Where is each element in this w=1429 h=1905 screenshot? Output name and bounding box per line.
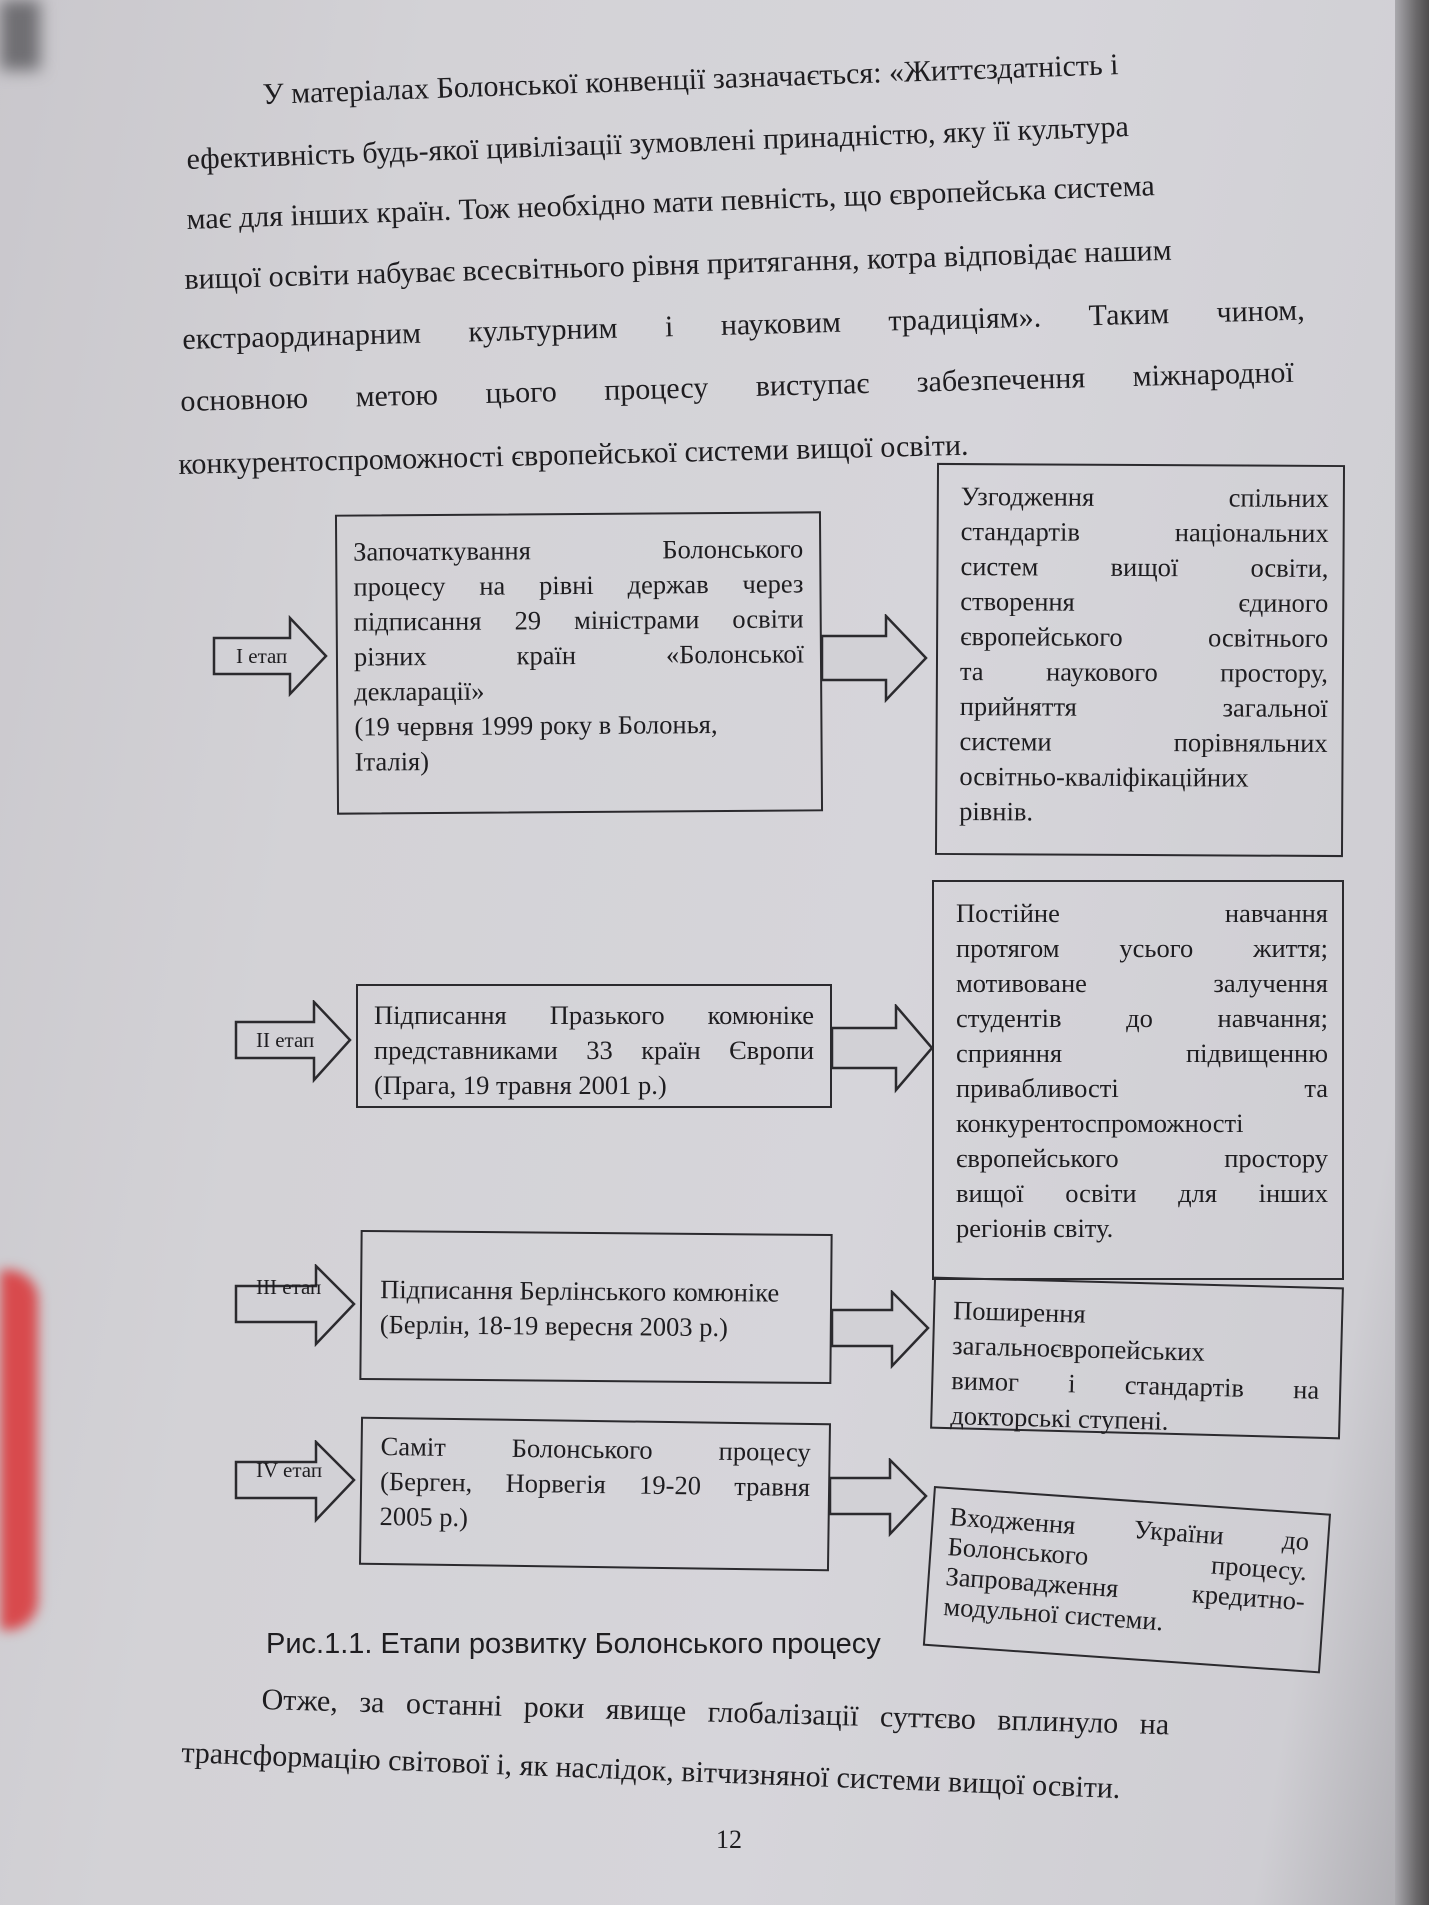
intro-line-3: має для інших країн. Тож необхідно мати певність, що європейська система: [185, 169, 1156, 236]
stage-3-label: III етап: [256, 1275, 322, 1299]
stage-2-result-box: [932, 880, 1344, 1280]
stage-1-result-line: системи порівняльних: [959, 726, 1328, 758]
shadow-corner: [0, 0, 40, 70]
stage-1-result-line: та наукового простору,: [959, 656, 1329, 688]
stage-2-result-line: мотивоване залучення: [956, 968, 1328, 998]
intro-line-5: екстраординарним культурним і науковим традиціям». Таким чином,: [181, 293, 1306, 356]
stage-3-result-arrow: [830, 1290, 932, 1370]
stage-4-result-line: Запровадження кредитно-: [944, 1561, 1306, 1617]
stage-2-event-line: представниками 33 країн Європи: [374, 1035, 814, 1065]
stage-4-result-arrow: [828, 1458, 930, 1538]
stage-4-event-line: Саміт Болонського процесу: [380, 1431, 811, 1468]
stage-1-event-line: (19 червня 1999 року в Болонья,: [354, 709, 718, 742]
figure-caption: Рис.1.1. Етапи розвитку Болонського процесу: [266, 1628, 881, 1660]
stage-4-event-line: 2005 р.): [379, 1500, 469, 1533]
stage-1-result-box: [935, 463, 1345, 857]
stage-4-result-line: Болонського процесу.: [946, 1531, 1309, 1587]
stage-3-result-line: загальноєвропейських: [951, 1330, 1206, 1367]
stage-1-event-line: декларації»: [354, 675, 485, 707]
stage-1-event-line: Започаткування Болонського: [353, 533, 804, 567]
stage-3-result-line: вимог і стандартів на: [950, 1365, 1320, 1405]
stage-4-event-line: (Берген, Норвегія 19-20 травня: [379, 1466, 811, 1503]
stage-2-result-line: студентів до навчання;: [956, 1003, 1328, 1033]
stage-1-event-box: [335, 511, 823, 814]
stage-1-event-line: Італія): [354, 746, 430, 777]
outro-line-1: Отже, за останні роки явище глобалізації суттєво вплинуло на: [261, 1683, 1170, 1742]
stage-3-result-box: [930, 1277, 1344, 1440]
stage-2-event-line: (Прага, 19 травня 2001 р.): [374, 1070, 667, 1100]
stage-3-event-box: [359, 1230, 832, 1384]
stage-1-result-arrow: [820, 614, 932, 704]
stage-1-event-line: підписання 29 міністрами освіти: [353, 603, 804, 637]
stage-1-event-line: процесу на рівні держав через: [353, 568, 804, 602]
stage-2-event-box: [356, 984, 832, 1108]
intro-line-1: У матеріалах Болонської конвенції зазначається: «Життєздатність і: [261, 48, 1119, 111]
stage-1-result-line: стандартів національних: [960, 516, 1329, 548]
stage-2-event-line: Підписання Празького комюніке: [374, 1000, 814, 1030]
stage-2-result-line: привабливості та: [956, 1073, 1328, 1103]
page-number: 12: [716, 1825, 742, 1854]
stage-4-event-box: [359, 1417, 831, 1572]
stage-1-result-line: рівнів.: [959, 796, 1034, 827]
stage-4-label: IV етап: [256, 1458, 323, 1482]
stage-3-result-line: докторські ступені.: [950, 1400, 1169, 1436]
stage-2-result-arrow: [830, 1004, 936, 1094]
stage-1-label: I етап: [236, 644, 288, 668]
stage-1-result-line: створення єдиного: [960, 586, 1329, 618]
intro-line-6: основною метою цього процесу виступає забезпечення міжнародної: [179, 355, 1295, 418]
stage-2-result-line: конкурентоспроможності: [956, 1108, 1244, 1138]
stage-4-result-line: Входження України до: [948, 1501, 1311, 1557]
stage-2-label: II етап: [256, 1028, 315, 1052]
intro-line-7: конкурентоспроможності європейської системи вищої освіти.: [177, 428, 969, 481]
outro-line-2: трансформацію світової і, як наслідок, вітчизняної системи вищої освіти.: [180, 1736, 1122, 1806]
stage-4-result-line: модульної системи.: [942, 1591, 1165, 1637]
stage-1-result-line: Узгодження спільних: [960, 481, 1329, 513]
stage-2-result-line: Постійне навчання: [956, 898, 1328, 928]
stage-2-result-line: регіонів світу.: [956, 1213, 1114, 1243]
stage-1-result-line: прийняття загальної: [959, 691, 1328, 723]
stage-1-result-line: освітньо-кваліфікаційних: [959, 761, 1249, 793]
stage-1-event-line: різних країн «Болонської: [353, 638, 805, 672]
intro-line-4: вищої освіти набуває всесвітнього рівня притягання, котра відповідає нашим: [183, 233, 1173, 296]
stage-1-result-line: систем вищої освіти,: [960, 551, 1329, 583]
stage-2-result-line: сприяння підвищенню: [956, 1038, 1328, 1068]
stage-3-event-line: Підписання Берлінського комюніке: [380, 1274, 780, 1308]
intro-line-2: ефективність будь-якої цивілізації зумовлені принадністю, яку її культура: [185, 110, 1130, 176]
stage-1-result-line: європейського освітнього: [960, 621, 1329, 653]
page-edge-shadow: [1395, 0, 1429, 1905]
stage-3-result-line: Поширення: [952, 1295, 1087, 1329]
stage-2-result-line: протягом усього життя;: [956, 933, 1328, 963]
stage-4-result-box: [923, 1486, 1331, 1673]
stage-3-event-line: (Берлін, 18-19 вересня 2003 р.): [379, 1309, 729, 1343]
stage-2-result-line: вищої освіти для інших: [956, 1178, 1328, 1208]
stage-2-result-line: європейського простору: [956, 1143, 1328, 1173]
red-bookmark: [0, 1270, 38, 1630]
